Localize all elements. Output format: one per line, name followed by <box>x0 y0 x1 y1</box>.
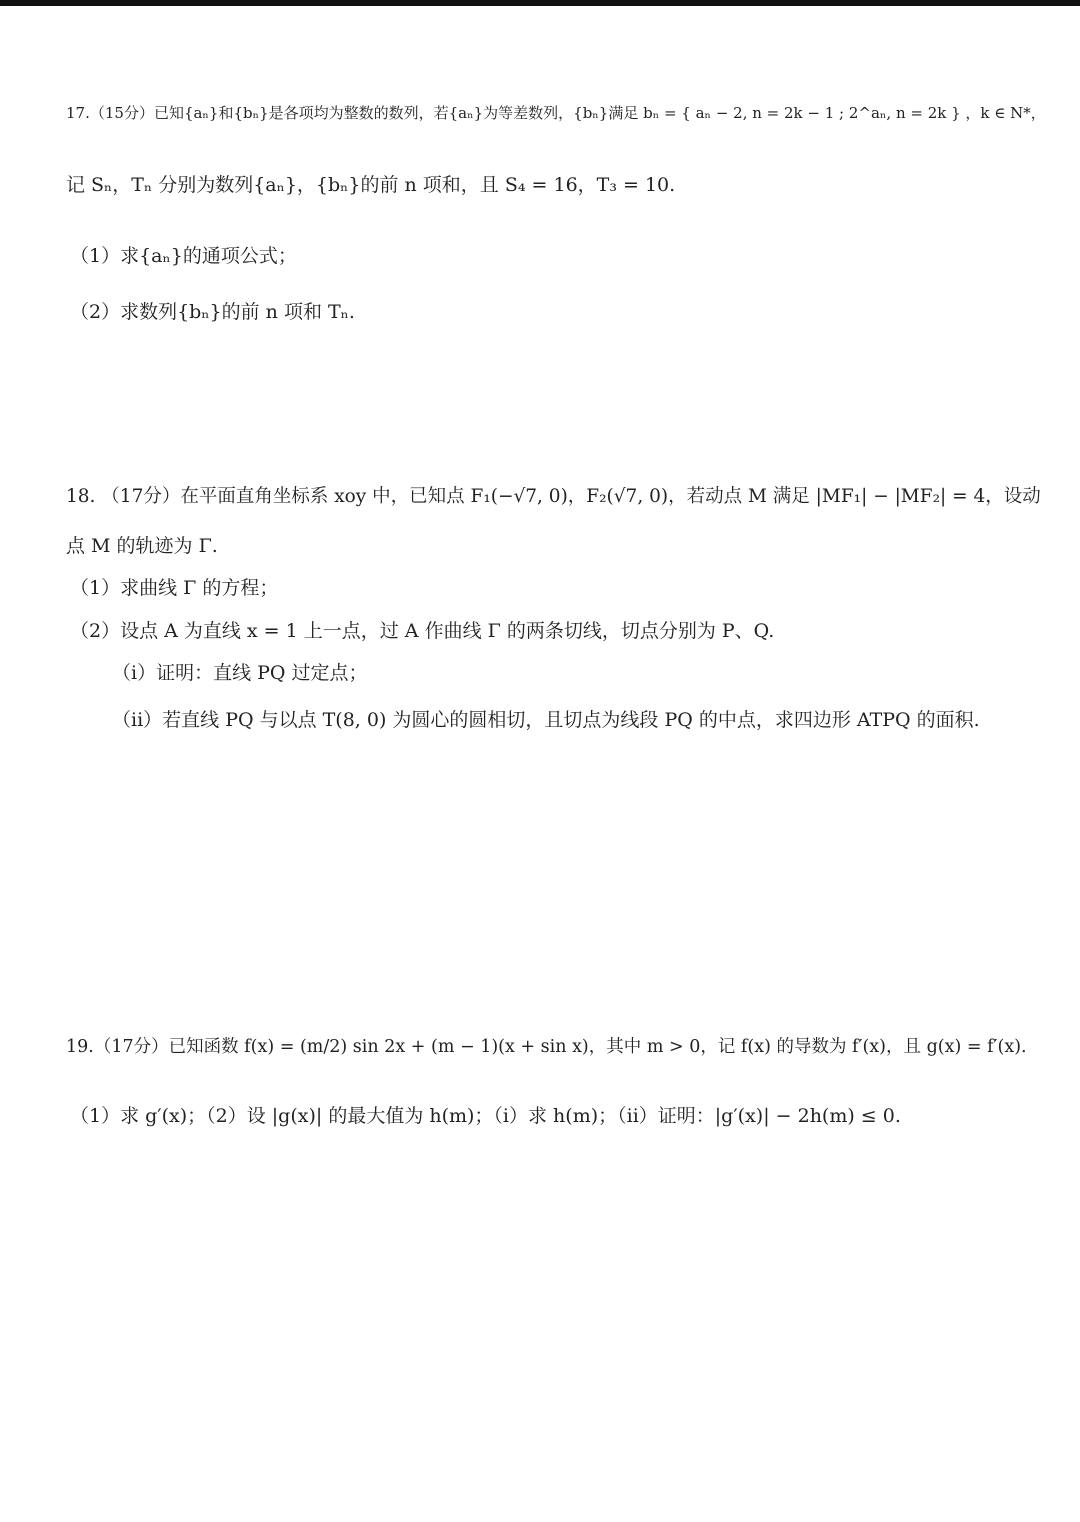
problem-17-part-2: （2）求数列{bₙ}的前 n 项和 Tₙ. <box>70 301 355 323</box>
problem-18-part-2: （2）设点 A 为直线 x = 1 上一点，过 A 作曲线 Γ 的两条切线，切点分别为 P、Q. <box>70 620 775 642</box>
problem-17-condition: 记 Sₙ，Tₙ 分别为数列{aₙ}，{bₙ}的前 n 项和，且 S₄ = 16，T₃ = 10. <box>66 174 676 196</box>
problem-18-part-2-ii: （ii）若直线 PQ 与以点 T(8, 0) 为圆心的圆相切，且切点为线段 PQ 的中点，求四边形 ATPQ 的面积. <box>112 709 980 731</box>
top-border <box>0 0 1080 6</box>
problem-19-parts: （1）求 g′(x)；（2）设 |g(x)| 的最大值为 h(m)；（i）求 h(m)；（ii）证明：|g′(x)| − 2h(m) ≤ 0. <box>70 1105 901 1127</box>
problem-18-part-1: （1）求曲线 Γ 的方程； <box>70 577 279 599</box>
problem-17-statement: 17.（15分）已知{aₙ}和{bₙ}是各项均为整数的数列，若{aₙ}为等差数列，{bₙ}满足 bₙ = { aₙ − 2, n = 2k − 1 ; 2^aₙ, n = 2k } ，k ∈ N*， <box>66 104 1046 122</box>
problem-18-statement-cont: 点 M 的轨迹为 Γ. <box>66 535 218 557</box>
problem-17-part-1: （1）求{aₙ}的通项公式； <box>70 245 297 267</box>
problem-18-statement: 18. （17分）在平面直角坐标系 xoy 中，已知点 F₁(−√7, 0)，F₂(√7, 0)，若动点 M 满足 |MF₁| − |MF₂| = 4，设动 <box>66 486 1041 507</box>
problem-19-statement: 19.（17分）已知函数 f(x) = (m/2) sin 2x + (m − 1)(x + sin x)，其中 m > 0，记 f(x) 的导数为 f′(x)，且 g(x) = f′(x). <box>66 1037 1027 1057</box>
problem-18-part-2-i: （i）证明：直线 PQ 过定点； <box>112 662 368 684</box>
